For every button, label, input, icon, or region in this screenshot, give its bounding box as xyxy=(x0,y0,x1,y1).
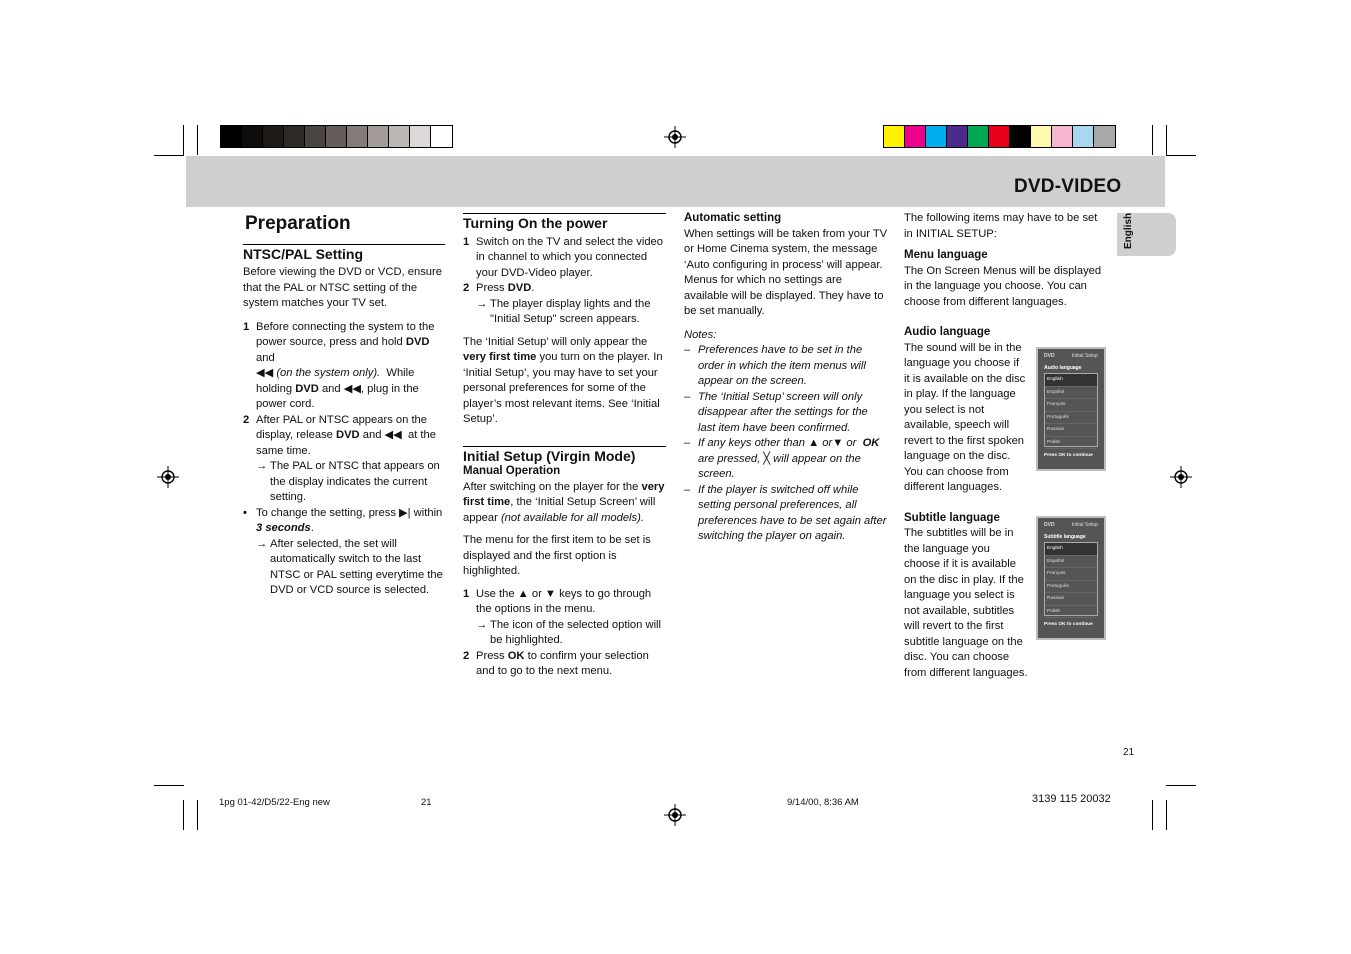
process-color-swatch xyxy=(1010,126,1031,147)
process-color-swatch xyxy=(1073,126,1094,147)
audio-language-para: The sound will be in the language you choose if it is available on the disc in play. If the language you select is not available, speech will revert to the first spoken language on the disc. You can choose from different languages. xyxy=(904,341,1026,493)
notes-list xyxy=(684,343,888,545)
prohibited-icon: ╳ xyxy=(763,452,771,465)
process-color-swatch xyxy=(947,126,968,147)
menu-step-1: 1 Use the ▲ or ▼ keys to go through the options in the menu. xyxy=(463,587,652,615)
column-power-setup xyxy=(463,213,666,680)
manual-operation-para: After switching on the player for the very first time, the ‘Initial Setup Screen’ will appear (not available for all models). xyxy=(463,480,665,524)
option: Español xyxy=(1045,387,1097,400)
note-1: – Preferences have to be set in the order in which the item menus will appear on the screen. xyxy=(684,344,866,387)
option: Russian xyxy=(1045,424,1097,437)
page-number: 21 xyxy=(1123,747,1135,758)
gray-swatch xyxy=(305,126,326,147)
option: Français xyxy=(1045,568,1097,581)
ntsc-pal-intro: Before viewing the DVD or VCD, ensure that the PAL or NTSC setting of the system matches your TV set. xyxy=(243,266,442,309)
option: Français xyxy=(1045,399,1097,412)
gray-swatch xyxy=(347,126,368,147)
process-color-swatch xyxy=(1031,126,1052,147)
gray-swatch xyxy=(221,126,242,147)
gray-swatch xyxy=(431,126,452,147)
gray-swatch xyxy=(326,126,347,147)
option: Português xyxy=(1045,581,1097,594)
note-4: – If the player is switched off while setting personal preferences, all preferences have to be set again after switching the player on again. xyxy=(684,483,887,542)
timestamp: 9/14/00, 8:36 AM xyxy=(787,797,859,808)
grayscale-calibration-bar xyxy=(220,125,453,148)
gray-swatch xyxy=(284,126,305,147)
gray-swatch xyxy=(389,126,410,147)
option: English xyxy=(1045,374,1097,387)
gray-swatch xyxy=(368,126,389,147)
color-calibration-bar xyxy=(883,125,1116,148)
manual-operation-heading: Manual Operation xyxy=(463,465,561,477)
registration-mark-bottom xyxy=(664,804,686,826)
notes-heading: Notes: xyxy=(684,328,717,341)
automatic-heading: Automatic setting xyxy=(684,212,782,224)
subtitle-language-screen: DVD Initial Setup Subtitle language English Español Français Português Russian Polish Press OK to continue xyxy=(1036,516,1106,640)
language-tab-label: English xyxy=(1123,212,1134,249)
step-2: 2 After PAL or NTSC appears on the display, release DVD and ◀◀ at the same time. xyxy=(243,413,436,457)
audio-options-list xyxy=(1044,373,1098,447)
subtitle-language-heading: Subtitle language xyxy=(904,511,1000,524)
rewind-icon: ◀◀ xyxy=(384,429,402,441)
process-color-swatch xyxy=(1094,126,1115,147)
subtitle-options-list xyxy=(1044,542,1098,616)
menu-step-1-result: → The icon of the selected option will be highlighted. xyxy=(463,618,666,649)
page-title: Preparation xyxy=(245,213,351,234)
menu-step-2: 2 Press OK to confirm your selection and to go to the next menu. xyxy=(463,649,649,677)
next-icon: ▶| xyxy=(399,506,411,519)
section-title: DVD-VIDEO xyxy=(1014,176,1122,197)
note-2: – The ‘Initial Setup’ screen will only disappear after the settings for the last item have been confirmed. xyxy=(684,390,868,434)
column-automatic xyxy=(684,211,888,545)
power-heading: Turning On the power xyxy=(463,215,608,231)
rewind-icon: ◀◀ xyxy=(256,367,274,379)
step-2-result: → The PAL or NTSC that appears on the display indicates the current setting. xyxy=(243,459,445,506)
bullet-result: → After selected, the set will automatically switch to the last NTSC or PAL setting everytime the DVD or VCD source is selected. xyxy=(243,537,445,599)
registration-mark-left xyxy=(157,466,179,488)
dvd-logo-icon: DVD xyxy=(1044,353,1055,359)
registration-mark-top xyxy=(664,126,686,148)
language-tab xyxy=(1117,213,1176,256)
subtitle-language-para: The subtitles will be in the language you choose if it is available on the disc in play. If the language you select is not available, subtitles will revert to the first subtitle language on the disc. You can choose from different languages. xyxy=(904,527,1028,679)
column-preparation xyxy=(243,213,445,599)
option: Português xyxy=(1045,412,1097,425)
process-color-swatch xyxy=(989,126,1010,147)
virgin-mode-heading: Initial Setup (Virgin Mode) xyxy=(463,447,636,464)
menu-language-para: The On Screen Menus will be displayed in the language you choose. You can choose from different languages. xyxy=(904,264,1102,308)
automatic-para: When settings will be taken from your TV or Home Cinema system, the message ‘Auto configuring in process’ will appear. Menus for which no settings are available will be displayed. They have to be set manually. xyxy=(684,227,888,317)
rewind-icon: ◀◀ xyxy=(343,382,361,395)
power-step-1: 1 Switch on the TV and select the video in channel to which you connected your DVD-Video player. xyxy=(463,235,663,279)
product-code: 3139 115 20032 xyxy=(1032,793,1111,805)
option: Polish xyxy=(1045,606,1097,619)
menu-language-heading: Menu language xyxy=(904,249,988,261)
languages-intro: The following items may have to be set in INITIAL SETUP: xyxy=(904,212,1098,240)
bullet-change-setting: • To change the setting, press ▶| within 3 seconds. xyxy=(243,506,443,534)
gray-swatch xyxy=(242,126,263,147)
step-1: 1 Before connecting the system to the power source, press and hold DVD and ◀◀ (on the system only). While holding DVD and ◀◀, plug in the power cord. xyxy=(243,320,435,410)
process-color-swatch xyxy=(884,126,905,147)
audio-language-heading: Audio language xyxy=(904,326,991,338)
power-step-2: 2 Press DVD. xyxy=(463,282,535,294)
power-step-2-result: → The player display lights and the "Initial Setup" screen appears. xyxy=(463,297,666,328)
menu-para: The menu for the first item to be set is displayed and the first option is highlighted. xyxy=(463,534,651,577)
initial-setup-para: The ‘Initial Setup’ will only appear the very first time you turn on the player. In ‘Initial Setup’, you may have to set your personal preferences for some of the player’s most relevant items. See ‘Initial Setup’. xyxy=(463,335,663,425)
process-color-swatch xyxy=(968,126,989,147)
gray-swatch xyxy=(263,126,284,147)
file-page: 21 xyxy=(421,797,432,808)
option: Russian xyxy=(1045,593,1097,606)
gray-swatch xyxy=(410,126,431,147)
dvd-logo-icon: DVD xyxy=(1044,522,1055,528)
option: English xyxy=(1045,543,1097,556)
audio-language-screen: DVD Initial Setup Audio language English Español Français Português Russian Polish Press OK to continue xyxy=(1036,347,1106,471)
process-color-swatch xyxy=(905,126,926,147)
process-color-swatch xyxy=(1052,126,1073,147)
ntsc-pal-heading: NTSC/PAL Setting xyxy=(243,245,364,262)
note-3: – If any keys other than ▲ or▼ or OK are pressed, ╳ will appear on the screen. xyxy=(684,437,880,480)
option: Español xyxy=(1045,556,1097,569)
registration-mark-right xyxy=(1170,466,1192,488)
option: Polish xyxy=(1045,437,1097,450)
file-name: 1pg 01-42/D5/22-Eng new xyxy=(219,797,330,808)
process-color-swatch xyxy=(926,126,947,147)
